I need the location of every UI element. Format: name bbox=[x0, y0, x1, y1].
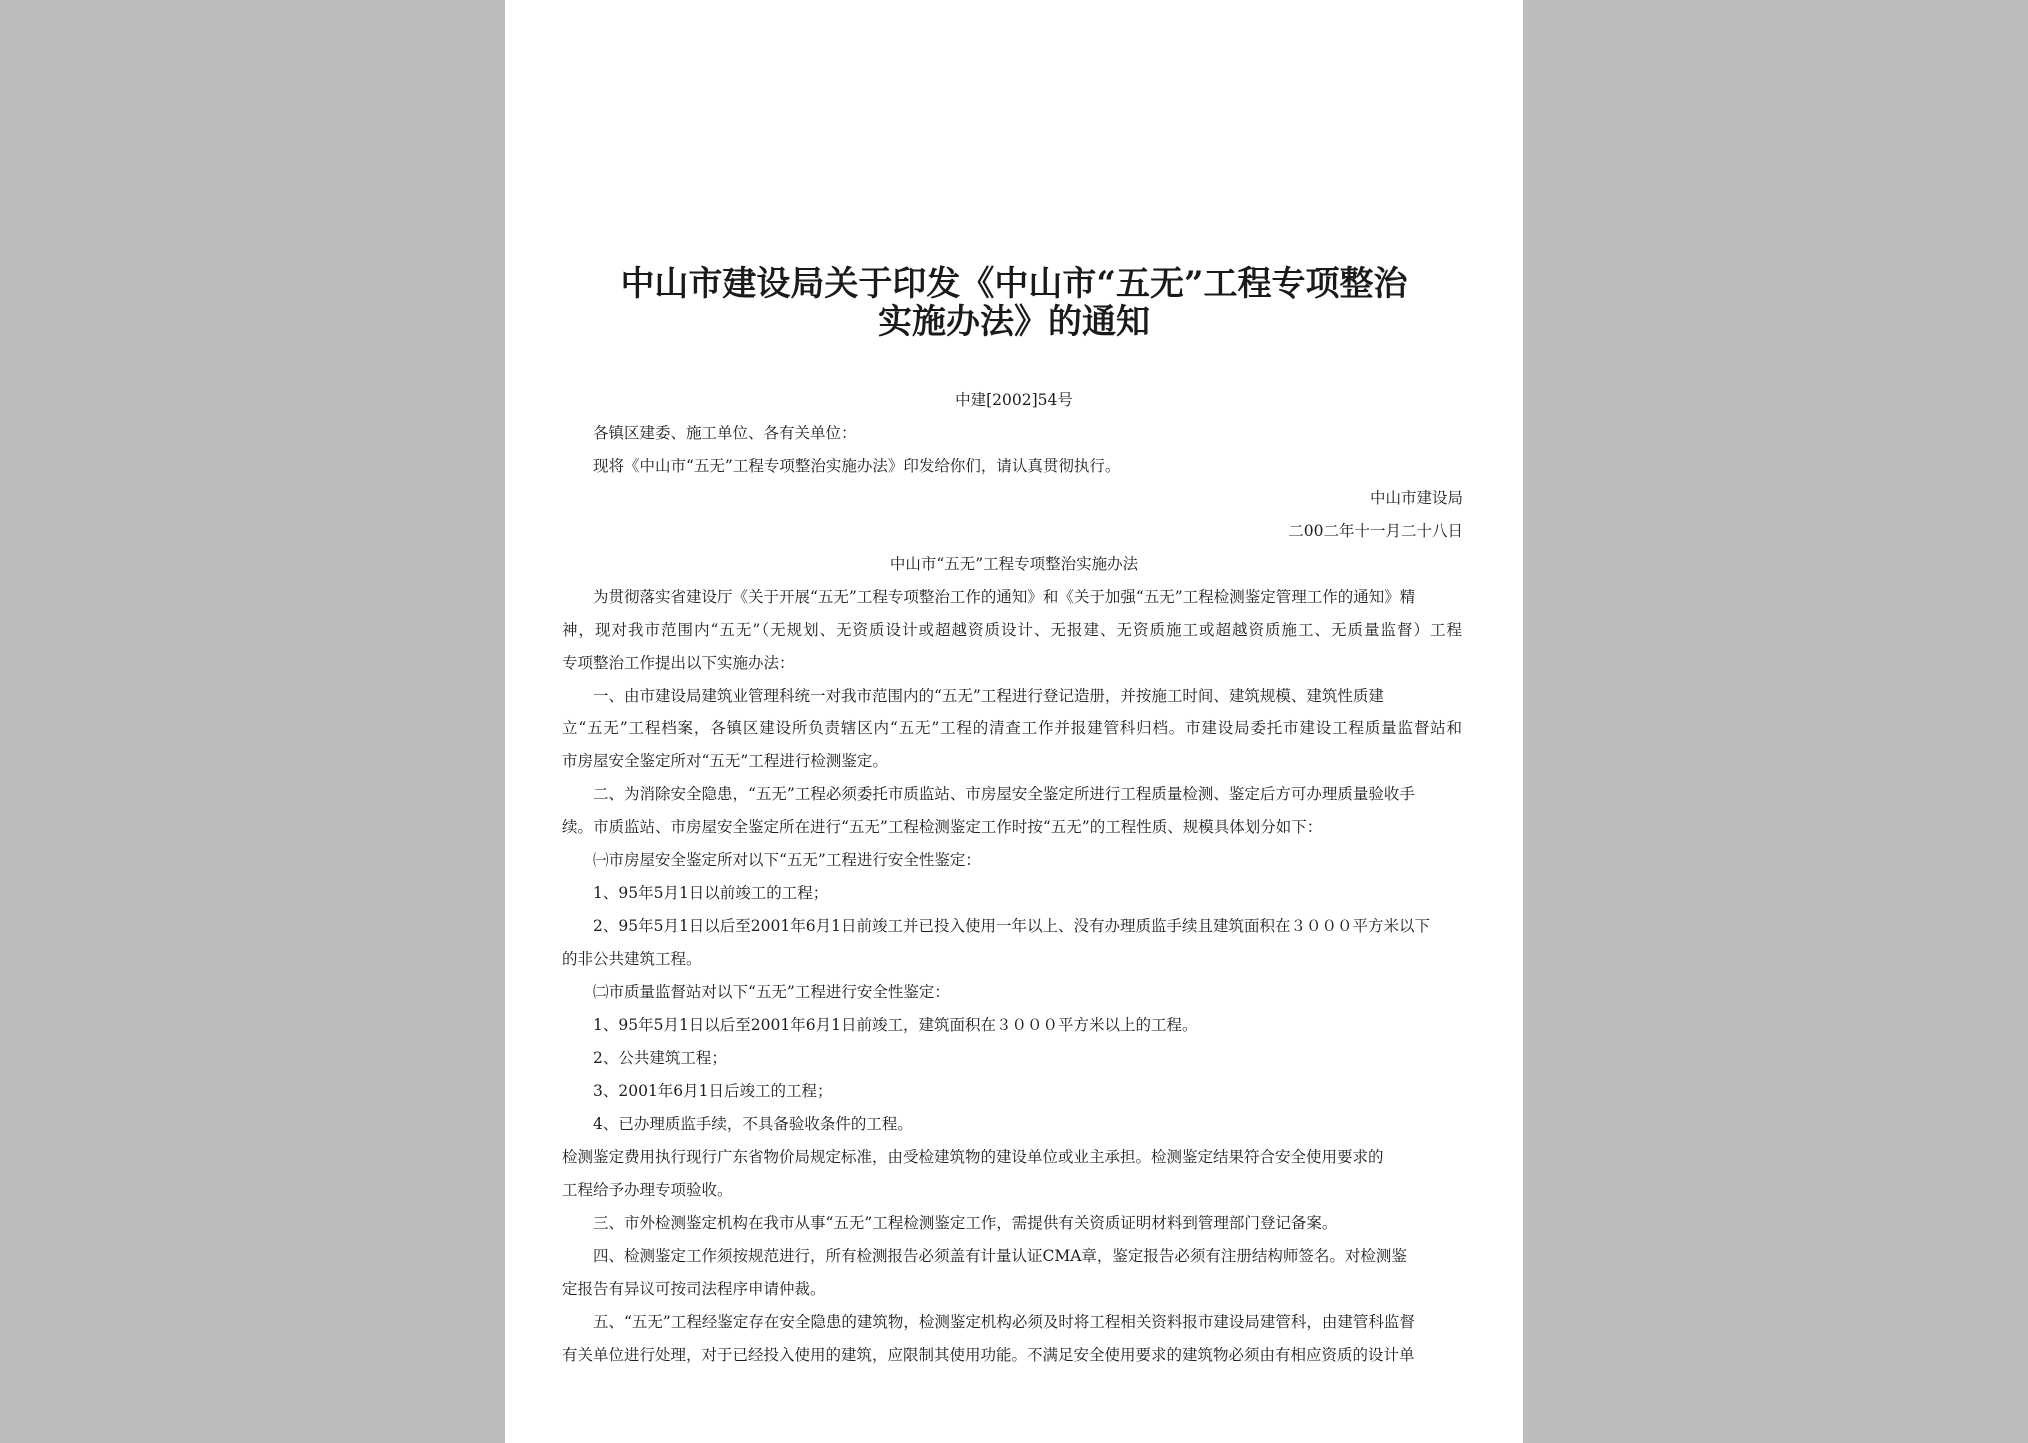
body-line: 检测鉴定费用执行现行广东省物价局规定标准，由受检建筑物的建设单位或业主承担。检测鉴定结果符合安全使用要求的 bbox=[562, 1148, 1384, 1166]
body-line: 三、市外检测鉴定机构在我市从事“五无”工程检测鉴定工作，需提供有关资质证明材料到管理部门登记备案。 bbox=[593, 1214, 1338, 1232]
body-line: 工程给予办理专项验收。 bbox=[562, 1181, 733, 1199]
body-line: 2、95年5月1日以后至2001年6月1日前竣工并已投入使用一年以上、没有办理质监手续且建筑面积在３０００平方米以下 bbox=[593, 917, 1430, 935]
body-line: 的非公共建筑工程。 bbox=[562, 950, 702, 968]
body-line: 3、2001年6月1日后竣工的工程； bbox=[593, 1082, 833, 1100]
addressee: 各镇区建委、施工单位、各有关单位： bbox=[593, 424, 857, 442]
issuer: 中山市建设局 bbox=[1369, 489, 1463, 507]
body-line: 五、“五无”工程经鉴定存在安全隐患的建筑物，检测鉴定机构必须及时将工程相关资料报市建设局建管科，由建管科监督 bbox=[593, 1313, 1415, 1331]
body-line: 2、公共建筑工程； bbox=[593, 1049, 727, 1067]
issue-date: 二00二年十一月二十八日 bbox=[1288, 522, 1463, 540]
section-title: 中山市“五无”工程专项整治实施办法 bbox=[889, 555, 1139, 573]
body-line: 神，现对我市范围内“五无”（无规划、无资质设计或超越资质设计、无报建、无资质施工或超越资质施工、无质量监督）工程 bbox=[562, 621, 1462, 639]
body-line: ㈡市质量监督站对以下“五无”工程进行安全性鉴定： bbox=[593, 983, 950, 1001]
document-page bbox=[505, 0, 1523, 1443]
body-line: ㈠市房屋安全鉴定所对以下“五无”工程进行安全性鉴定： bbox=[593, 851, 981, 869]
document-title-line-2: 实施办法》的通知 bbox=[878, 302, 1150, 342]
body-line: 立“五无”工程档案，各镇区建设所负责辖区内“五无”工程的清查工作并报建管科归档。市建设局委托市建设工程质量监督站和 bbox=[562, 719, 1462, 737]
body-line: 定报告有异议可按司法程序申请仲裁。 bbox=[562, 1280, 826, 1298]
intro-paragraph: 现将《中山市“五无”工程专项整治实施办法》印发给你们，请认真贯彻执行。 bbox=[593, 457, 1121, 475]
body-line: 续。市质监站、市房屋安全鉴定所在进行“五无”工程检测鉴定工作时按“五无”的工程性质、规模具体划分如下： bbox=[562, 818, 1323, 836]
body-line: 二、为消除安全隐患，“五无”工程必须委托市质监站、市房屋安全鉴定所进行工程质量检测、鉴定后方可办理质量验收手 bbox=[593, 785, 1415, 803]
body-line: 市房屋安全鉴定所对“五无”工程进行检测鉴定。 bbox=[562, 752, 888, 770]
body-line: 1、95年5月1日以后至2001年6月1日前竣工，建筑面积在３０００平方米以上的工程。 bbox=[593, 1016, 1198, 1034]
body-line: 四、检测鉴定工作须按规范进行，所有检测报告必须盖有计量认证CMA章，鉴定报告必须有注册结构师签名。对检测鉴 bbox=[593, 1247, 1407, 1265]
body-line: 有关单位进行处理，对于已经投入使用的建筑，应限制其使用功能。不满足安全使用要求的建筑物必须由有相应资质的设计单 bbox=[562, 1346, 1415, 1364]
document-number: 中建[2002]54号 bbox=[955, 391, 1073, 409]
body-line: 一、由市建设局建筑业管理科统一对我市范围内的“五无”工程进行登记造册，并按施工时间、建筑规模、建筑性质建 bbox=[593, 687, 1384, 705]
body-line: 1、95年5月1日以前竣工的工程； bbox=[593, 884, 829, 902]
document-title-line-1: 中山市建设局关于印发《中山市“五无”工程专项整治 bbox=[620, 264, 1408, 304]
body-line: 专项整治工作提出以下实施办法： bbox=[562, 654, 795, 672]
body-line: 4、已办理质监手续，不具备验收条件的工程。 bbox=[593, 1115, 913, 1133]
body-line: 为贯彻落实省建设厅《关于开展“五无”工程专项整治工作的通知》和《关于加强“五无”工程检测鉴定管理工作的通知》精 bbox=[593, 588, 1416, 606]
